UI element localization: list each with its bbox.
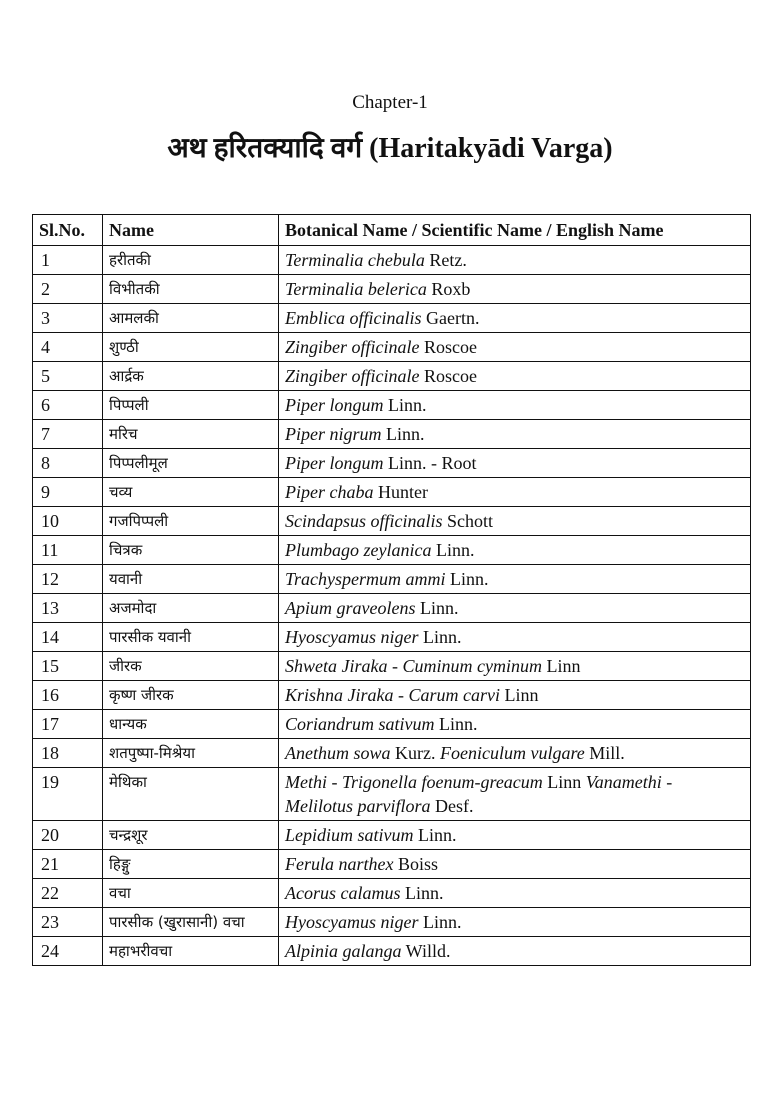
cell-sl-no: 21 <box>33 850 103 879</box>
cell-sl-no: 15 <box>33 652 103 681</box>
cell-botanical-name <box>279 362 751 391</box>
scientific-name-part: Piper nigrum <box>285 424 382 444</box>
cell-sl-no: 6 <box>33 391 103 420</box>
scientific-name-part: Lepidium sativum <box>285 825 414 845</box>
table-row <box>33 275 751 304</box>
cell-name: हिङ्गु <box>103 850 279 879</box>
cell-sl-no: 10 <box>33 507 103 536</box>
cell-sl-no: 18 <box>33 739 103 768</box>
scientific-name-part: Scindapsus officinalis <box>285 511 443 531</box>
cell-botanical-name <box>279 681 751 710</box>
cell-botanical-name <box>279 937 751 966</box>
scientific-name-part: Terminalia chebula <box>285 250 425 270</box>
cell-name: पारसीक यवानी <box>103 623 279 652</box>
header-sl-no: Sl.No. <box>33 215 103 246</box>
cell-sl-no: 24 <box>33 937 103 966</box>
scientific-name-part: Terminalia belerica <box>285 279 427 299</box>
authority-part: Linn. <box>400 883 444 903</box>
cell-name: चित्रक <box>103 536 279 565</box>
cell-name: जीरक <box>103 652 279 681</box>
authority-part: Hunter <box>373 482 428 502</box>
scientific-name-part: Acorus calamus <box>285 883 401 903</box>
cell-sl-no: 3 <box>33 304 103 333</box>
cell-sl-no: 5 <box>33 362 103 391</box>
cell-botanical-name <box>279 821 751 850</box>
authority-part: Linn. <box>383 395 427 415</box>
scientific-name-part: Hyoscyamus niger <box>285 912 419 932</box>
table-row <box>33 710 751 739</box>
cell-name: यवानी <box>103 565 279 594</box>
cell-name: आमलकी <box>103 304 279 333</box>
scientific-name-part: Alpinia galanga <box>285 941 402 961</box>
cell-sl-no: 1 <box>33 246 103 275</box>
cell-botanical-name <box>279 623 751 652</box>
scientific-name-part: Apium graveolens <box>285 598 416 618</box>
header-name: Name <box>103 215 279 246</box>
authority-part: Boiss <box>393 854 439 874</box>
authority-part: Retz. <box>424 250 467 270</box>
table-row <box>33 594 751 623</box>
table-row <box>33 681 751 710</box>
authority-part: Roscoe <box>419 366 477 386</box>
cell-name: मरिच <box>103 420 279 449</box>
table-row <box>33 652 751 681</box>
table-row <box>33 536 751 565</box>
scientific-name-part: Coriandrum sativum <box>285 714 435 734</box>
scientific-name-part: Piper chaba <box>285 482 374 502</box>
table-row <box>33 768 751 821</box>
table-header-row <box>33 215 751 246</box>
cell-botanical-name <box>279 536 751 565</box>
cell-name: पिप्पलीमूल <box>103 449 279 478</box>
cell-sl-no: 8 <box>33 449 103 478</box>
authority-part: Linn. <box>431 540 475 560</box>
cell-sl-no: 20 <box>33 821 103 850</box>
scientific-name-part: Piper longum <box>285 395 384 415</box>
chapter-label: Chapter-1 <box>352 92 428 113</box>
cell-sl-no: 7 <box>33 420 103 449</box>
table-row <box>33 507 751 536</box>
cell-name: आर्द्रक <box>103 362 279 391</box>
authority-part: Linn <box>542 772 586 792</box>
cell-botanical-name <box>279 246 751 275</box>
cell-sl-no: 23 <box>33 908 103 937</box>
scientific-name-part: Ferula narthex <box>285 854 394 874</box>
table-row <box>33 391 751 420</box>
cell-sl-no: 4 <box>33 333 103 362</box>
table-row <box>33 246 751 275</box>
table-row <box>33 908 751 937</box>
table-row <box>33 739 751 768</box>
table-row <box>33 879 751 908</box>
cell-botanical-name <box>279 449 751 478</box>
authority-part: Desf. <box>430 796 474 816</box>
scientific-name-part: Foeniculum vulgare <box>439 743 585 763</box>
cell-sl-no: 22 <box>33 879 103 908</box>
authority-part: Roscoe <box>419 337 477 357</box>
scientific-name-part: Hyoscyamus niger <box>285 627 419 647</box>
table-row <box>33 478 751 507</box>
cell-sl-no: 17 <box>33 710 103 739</box>
cell-name: महाभरीवचा <box>103 937 279 966</box>
cell-botanical-name <box>279 594 751 623</box>
plant-table <box>32 214 751 966</box>
authority-part: Linn. <box>413 825 457 845</box>
table-row <box>33 821 751 850</box>
cell-botanical-name <box>279 420 751 449</box>
scientific-name-part: Krishna Jiraka - Carum carvi <box>285 685 500 705</box>
table-row <box>33 362 751 391</box>
scientific-name-part: Emblica officinalis <box>285 308 422 328</box>
authority-part: Linn. <box>418 912 462 932</box>
cell-name: पिप्पली <box>103 391 279 420</box>
cell-botanical-name <box>279 391 751 420</box>
authority-part: Kurz. <box>390 743 440 763</box>
header-botanical-name: Botanical Name / Scientific Name / English Name <box>279 215 751 246</box>
cell-name: मेथिका <box>103 768 279 821</box>
cell-name: शतपुष्पा-मिश्रेया <box>103 739 279 768</box>
cell-name: चन्द्रशूर <box>103 821 279 850</box>
scientific-name-part: Plumbago zeylanica <box>285 540 432 560</box>
cell-name: चव्य <box>103 478 279 507</box>
authority-part: Roxb <box>426 279 471 299</box>
page-title: अथ हरितक्यादि वर्ग (Haritakyādi Varga) <box>167 133 613 164</box>
cell-name: विभीतकी <box>103 275 279 304</box>
cell-sl-no: 19 <box>33 768 103 821</box>
authority-part: Schott <box>442 511 494 531</box>
cell-name: हरीतकी <box>103 246 279 275</box>
authority-part: Linn. - Root <box>383 453 477 473</box>
table-row <box>33 449 751 478</box>
scientific-name-part: Trachyspermum ammi <box>285 569 446 589</box>
cell-botanical-name <box>279 333 751 362</box>
table-row <box>33 623 751 652</box>
scientific-name-part: Vanamethi - Melilotus parviflora <box>285 772 673 816</box>
authority-part: Linn. <box>415 598 459 618</box>
cell-sl-no: 11 <box>33 536 103 565</box>
authority-part: Linn. <box>418 627 462 647</box>
cell-sl-no: 14 <box>33 623 103 652</box>
cell-sl-no: 13 <box>33 594 103 623</box>
table-row <box>33 565 751 594</box>
table-row <box>33 420 751 449</box>
cell-name: कृष्ण जीरक <box>103 681 279 710</box>
scientific-name-part: Piper longum <box>285 453 384 473</box>
cell-botanical-name <box>279 507 751 536</box>
authority-part: Gaertn. <box>421 308 480 328</box>
table-row <box>33 937 751 966</box>
authority-part: Linn. <box>381 424 425 444</box>
cell-botanical-name <box>279 275 751 304</box>
cell-name: अजमोदा <box>103 594 279 623</box>
cell-name: धान्यक <box>103 710 279 739</box>
table-body <box>33 246 751 966</box>
cell-botanical-name <box>279 304 751 333</box>
cell-botanical-name <box>279 908 751 937</box>
cell-name: वचा <box>103 879 279 908</box>
cell-botanical-name <box>279 478 751 507</box>
scientific-name-part: Shweta Jiraka - Cuminum cyminum <box>285 656 542 676</box>
cell-botanical-name <box>279 850 751 879</box>
cell-sl-no: 16 <box>33 681 103 710</box>
scientific-name-part: Methi - Trigonella foenum-greacum <box>285 772 543 792</box>
authority-part: Willd. <box>401 941 451 961</box>
cell-name: गजपिप्पली <box>103 507 279 536</box>
table-row <box>33 304 751 333</box>
cell-sl-no: 12 <box>33 565 103 594</box>
authority-part: Linn. <box>434 714 478 734</box>
cell-sl-no: 2 <box>33 275 103 304</box>
scientific-name-part: Zingiber officinale <box>285 366 420 386</box>
cell-name: पारसीक (खुरासानी) वचा <box>103 908 279 937</box>
authority-part: Mill. <box>584 743 625 763</box>
table-row <box>33 850 751 879</box>
cell-botanical-name <box>279 565 751 594</box>
authority-part: Linn <box>541 656 581 676</box>
cell-name: शुण्ठी <box>103 333 279 362</box>
cell-sl-no: 9 <box>33 478 103 507</box>
authority-part: Linn. <box>445 569 489 589</box>
scientific-name-part: Anethum sowa <box>285 743 391 763</box>
scientific-name-part: Zingiber officinale <box>285 337 420 357</box>
authority-part: Linn <box>500 685 539 705</box>
table-row <box>33 333 751 362</box>
cell-botanical-name <box>279 879 751 908</box>
cell-botanical-name <box>279 710 751 739</box>
cell-botanical-name <box>279 768 751 821</box>
cell-botanical-name <box>279 652 751 681</box>
cell-botanical-name <box>279 739 751 768</box>
